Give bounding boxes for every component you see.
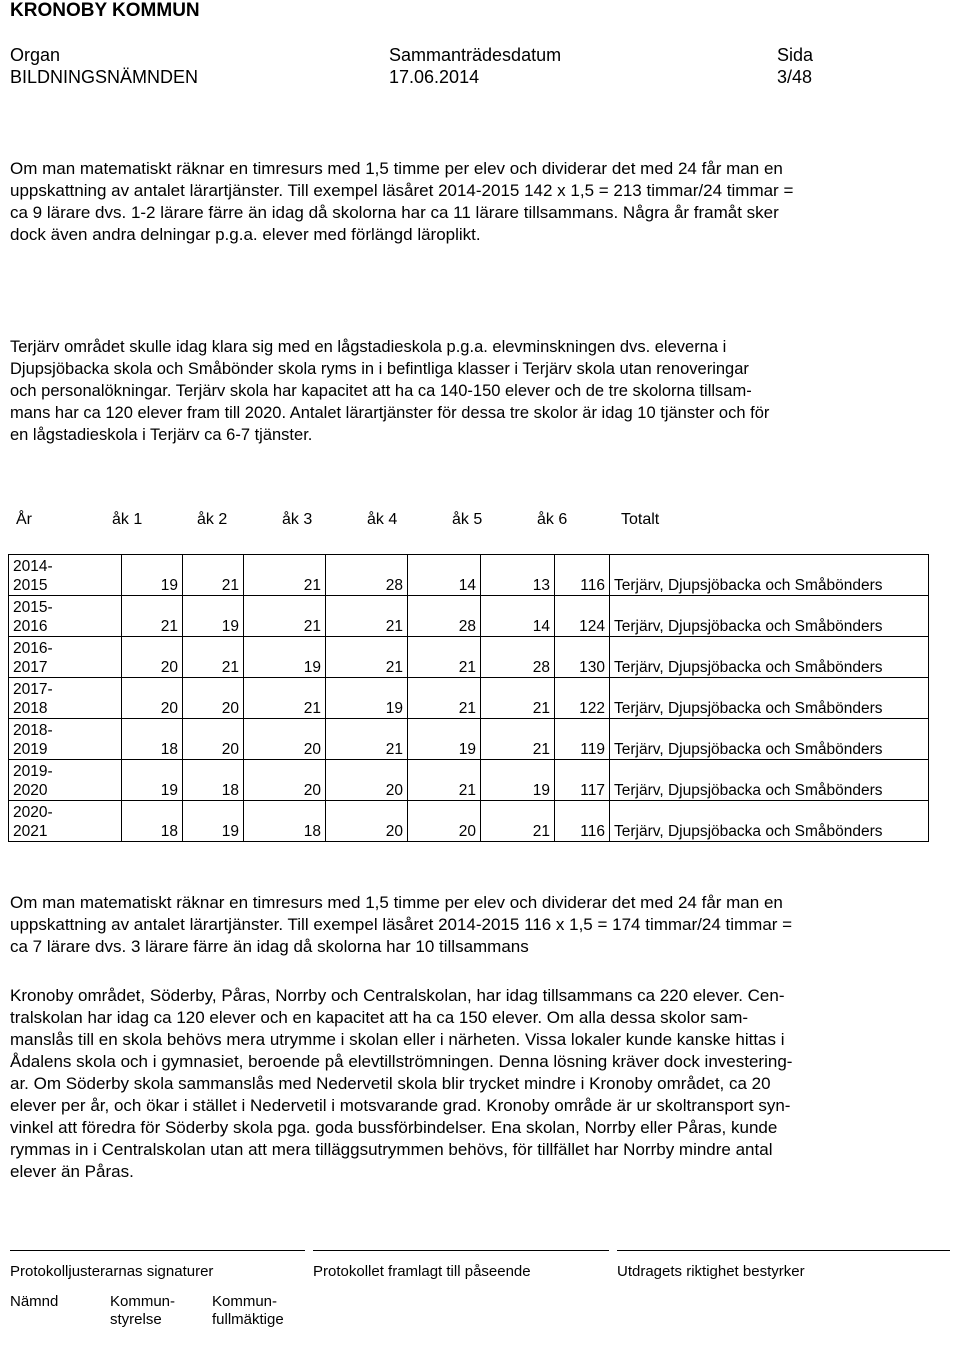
year-cell [9,760,122,801]
grade-count-cell: 21 [481,801,555,842]
grade-count-cell: 20 [408,801,481,842]
year-start: 2019- [13,763,53,780]
grade-count-cell: 19 [183,801,244,842]
year-start: 2014- [13,558,53,575]
grade-count-cell: 28 [326,555,408,596]
year-end: 2019 [13,741,48,758]
grade-count-cell: 20 [183,678,244,719]
year-start: 2015- [13,599,53,616]
table-row [9,678,929,719]
page-label: Sida [777,45,814,65]
total-cell: 124 [555,596,610,637]
grade-count-cell: 14 [408,555,481,596]
grade-count-cell: 21 [326,596,408,637]
grade-count-cell: 14 [481,596,555,637]
paragraph-teacher-calc-1: Om man matematiskt räknar en timresurs med 1,5 timme per elev och dividerar det med 24 får man en uppskattning av antalet lärartjänster. Till exempel läsåret 2014-2015 142 x 1,5 = 213 timmar/24 timmar = ca 9 lärare dvs. 1-2 lärare färre än idag då skolorna har ca 11 lärare tillsammans. Några år framåt sker dock även andra delningar p.g.a. elever med förlängd läroplikt. [10,159,794,244]
schools-cell: Terjärv, Djupsjöbacka och Småbönders [610,596,929,637]
year-end: 2021 [13,823,48,840]
page-number: 3/48 [777,67,813,87]
pupil-count-table [8,554,929,842]
grade-count-cell: 21 [244,555,326,596]
footer-kommunstyrelse-line2: styrelse [110,1311,162,1328]
paragraph-kronoby: Kronoby området, Söderby, Påras, Norrby och Centralskolan, har idag tillsammans ca 220 elever. Cen- tralskolan har idag ca 120 elever och en kapacitet att ha ca 150 elever. Om alla dessa skolor sam- manslås till en skola behövs mera utrymme i skolan eller i närheten. Vissa lokaler kunde kanske hittas i Ådalens skola och i gymnasiet, beroende på elevtillströmningen. Denna lösning kräver dock investering- ar. Om Söderby skola sammanslås med Nedervetil skola blir trycket mindre i Kronoby området, ca 20 elever per år, och ökar i stället i Nedervetil i motsvarande grad. Kronoby område är ur skoltransport syn- vinkel att föredra för Söderby skola pga. goda bussförbindelser. Ena skolan, Norrby eller Påras, kunde rymmas in i Centralskolan utan att mera tilläggsutrymmen behövs, för tillfället har Norrby mindre antal elever än Påras. [10,986,793,1181]
col-header-grade-5: åk 5 [452,511,483,528]
table-row [9,719,929,760]
total-cell: 117 [555,760,610,801]
year-cell [9,719,122,760]
col-header-year: År [16,511,32,528]
paragraph-terjarv: Terjärv området skulle idag klara sig med en lågstadieskola p.g.a. elevminskningen dvs. eleverna i Djupsjöbacka skola och Småbönder skola ryms in i befintliga klasser i Terjärv skola utan renoveringar och personalökningar. Terjärv skola har kapacitet att ha ca 140-150 elever och de tre skolorna tillsam- mans har ca 120 elever fram till 2020. Antalet lärartjänster för dessa tre skolor är idag 10 tjänster och för en lågstadieskola i Terjärv ca 6-7 tjänster. [10,338,770,444]
organ-value: BILDNINGSNÄMNDEN [10,67,199,87]
grade-count-cell: 18 [122,719,183,760]
year-end: 2017 [13,659,48,676]
footer-divider [10,1250,305,1251]
year-cell [9,596,122,637]
year-end: 2015 [13,577,48,594]
date-label: Sammanträdesdatum [389,45,562,65]
year-start: 2020- [13,804,53,821]
footer-extract-label: Utdragets riktighet bestyrker [617,1263,805,1280]
total-cell: 119 [555,719,610,760]
date-value: 17.06.2014 [389,67,480,87]
grade-count-cell: 18 [122,801,183,842]
grade-count-cell: 20 [326,760,408,801]
year-start: 2018- [13,722,53,739]
grade-count-cell: 21 [408,760,481,801]
grade-count-cell: 28 [408,596,481,637]
year-cell [9,555,122,596]
table-row [9,596,929,637]
grade-count-cell: 19 [326,678,408,719]
grade-count-cell: 21 [244,678,326,719]
table-row [9,637,929,678]
table-row [9,801,929,842]
schools-cell: Terjärv, Djupsjöbacka och Småbönders [610,760,929,801]
grade-count-cell: 19 [408,719,481,760]
grade-count-cell: 21 [183,637,244,678]
footer-posted-label: Protokollet framlagt till påseende [313,1263,531,1280]
grade-count-cell: 18 [244,801,326,842]
grade-count-cell: 20 [183,719,244,760]
year-end: 2016 [13,618,48,635]
col-header-grade-6: åk 6 [537,511,568,528]
schools-cell: Terjärv, Djupsjöbacka och Småbönders [610,637,929,678]
grade-count-cell: 21 [481,678,555,719]
footer-kommunstyrelse-line1: Kommun- [110,1293,176,1310]
year-start: 2017- [13,681,53,698]
grade-count-cell: 21 [481,719,555,760]
grade-count-cell: 28 [481,637,555,678]
grade-count-cell: 21 [408,637,481,678]
grade-count-cell: 20 [122,678,183,719]
year-cell [9,801,122,842]
grade-count-cell: 21 [122,596,183,637]
grade-count-cell: 20 [244,760,326,801]
grade-count-cell: 19 [244,637,326,678]
col-header-grade-2: åk 2 [197,511,228,528]
schools-cell: Terjärv, Djupsjöbacka och Småbönders [610,678,929,719]
total-cell: 122 [555,678,610,719]
grade-count-cell: 19 [481,760,555,801]
total-cell: 130 [555,637,610,678]
year-cell [9,678,122,719]
total-cell: 116 [555,555,610,596]
year-start: 2016- [13,640,53,657]
municipality-title: KRONOBY KOMMUN [10,0,200,21]
schools-cell: Terjärv, Djupsjöbacka och Småbönders [610,555,929,596]
col-header-grade-3: åk 3 [282,511,313,528]
footer-kommunfullmaktige-line2: fullmäktige [212,1311,284,1328]
schools-cell: Terjärv, Djupsjöbacka och Småbönders [610,801,929,842]
grade-count-cell: 20 [122,637,183,678]
footer-namnd: Nämnd [10,1293,59,1310]
table-row [9,760,929,801]
organ-label: Organ [10,45,61,65]
col-header-grade-1: åk 1 [112,511,143,528]
year-cell [9,637,122,678]
paragraph-teacher-calc-2: Om man matematiskt räknar en timresurs med 1,5 timme per elev och dividerar det med 24 får man en uppskattning av antalet lärartjänster. Till exempel läsåret 2014-2015 116 x 1,5 = 174 timmar/24 timmar = ca 7 lärare dvs. 3 lärare färre än idag då skolorna har 10 tillsammans [10,893,793,956]
year-end: 2020 [13,782,48,799]
footer-kommunfullmaktige-line1: Kommun- [212,1293,278,1310]
grade-count-cell: 21 [326,637,408,678]
total-cell: 116 [555,801,610,842]
schools-cell: Terjärv, Djupsjöbacka och Småbönders [610,719,929,760]
grade-count-cell: 18 [183,760,244,801]
grade-count-cell: 20 [244,719,326,760]
grade-count-cell: 21 [244,596,326,637]
grade-count-cell: 13 [481,555,555,596]
year-end: 2018 [13,700,48,717]
grade-count-cell: 19 [183,596,244,637]
footer-divider [313,1250,609,1251]
footer-divider [617,1250,950,1251]
grade-count-cell: 21 [326,719,408,760]
grade-count-cell: 21 [183,555,244,596]
col-header-total: Totalt [621,511,660,528]
footer-signatures-label: Protokolljusterarnas signaturer [10,1263,214,1280]
col-header-grade-4: åk 4 [367,511,398,528]
table-row [9,555,929,596]
grade-count-cell: 19 [122,760,183,801]
grade-count-cell: 21 [408,678,481,719]
grade-count-cell: 20 [326,801,408,842]
grade-count-cell: 19 [122,555,183,596]
